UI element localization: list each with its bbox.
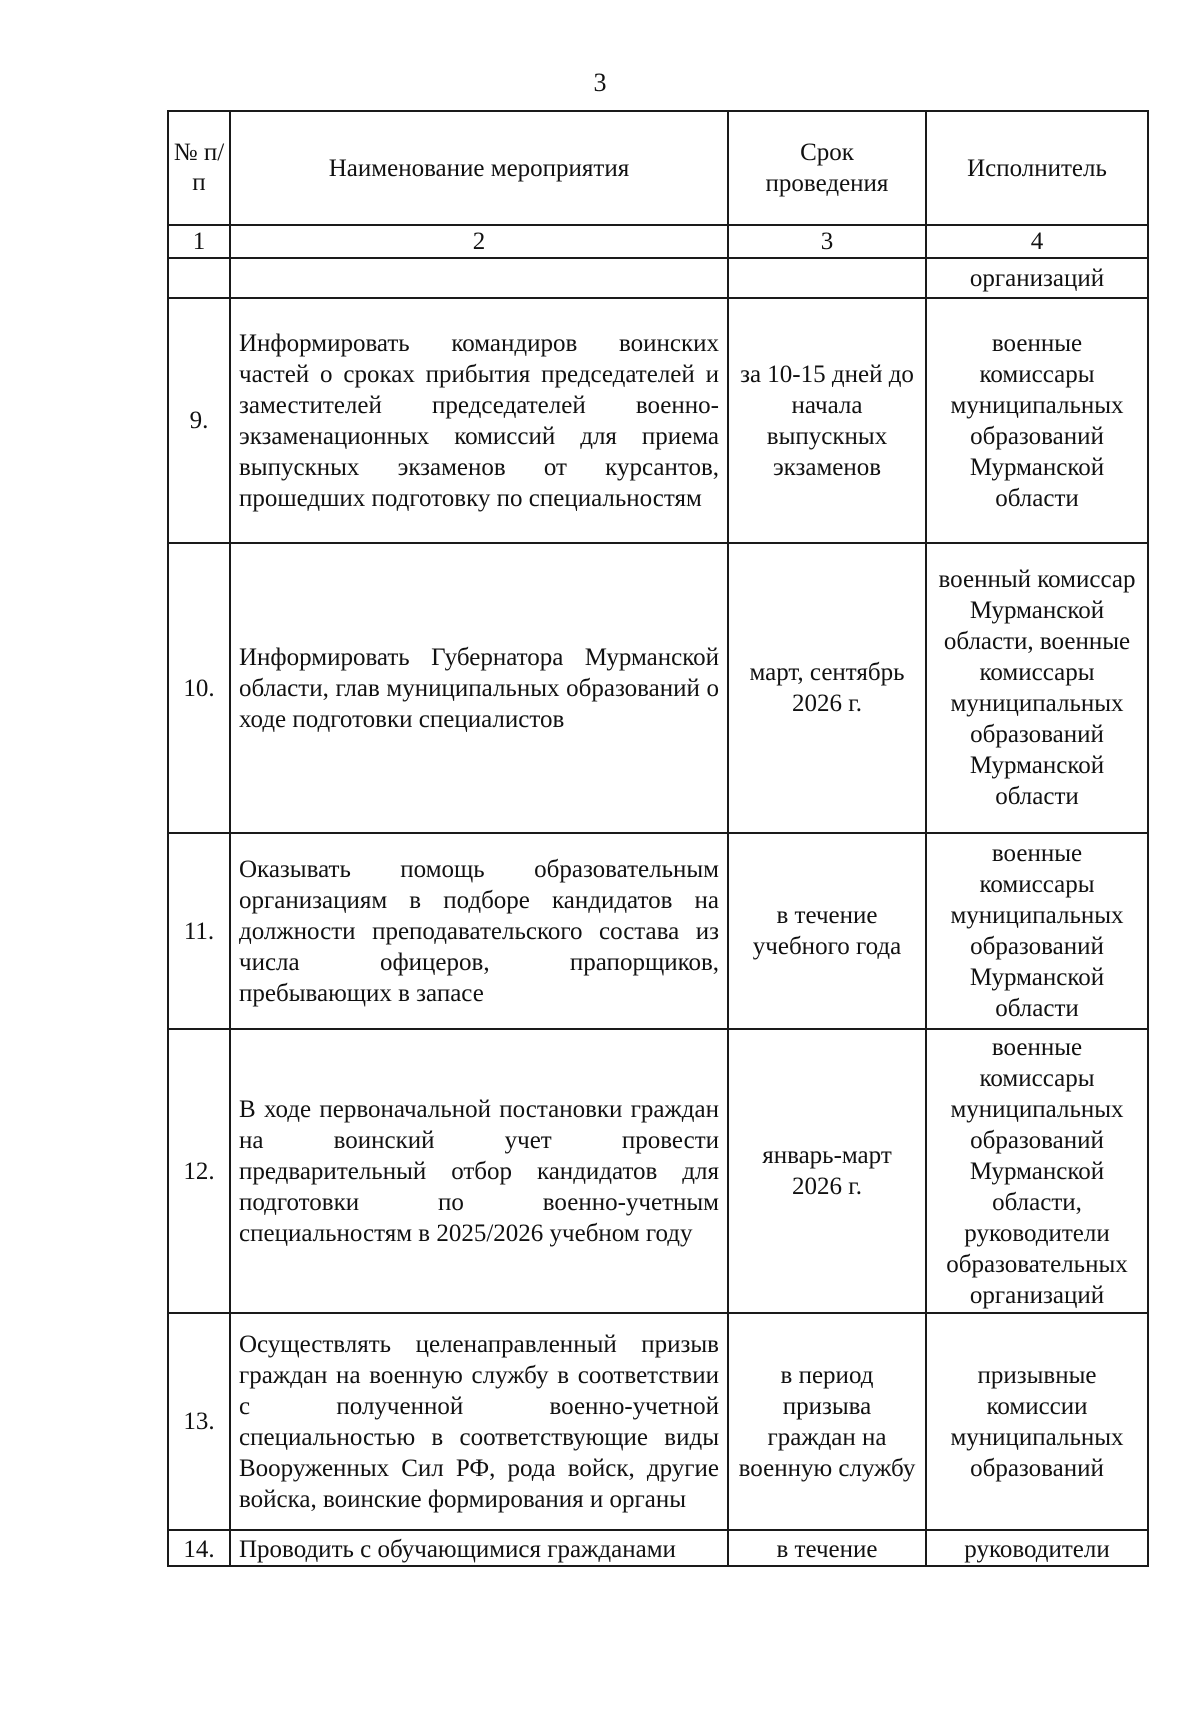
row-executor: военный комиссар Мурманской области, военные комиссары муниципальных образований Мурманской области <box>926 543 1148 833</box>
table-header-row <box>168 111 1148 225</box>
table-row <box>168 298 1148 543</box>
row-executor: руководители <box>926 1530 1148 1566</box>
row-number: 13. <box>168 1313 230 1530</box>
table-row <box>168 543 1148 833</box>
continuation-row <box>168 258 1148 298</box>
header-name: Наименование мероприятия <box>230 111 728 225</box>
row-number: 14. <box>168 1530 230 1566</box>
row-event-name: Информировать Губернатора Мурманской области, глав муниципальных образований о ходе подготовки специалистов <box>230 543 728 833</box>
row-term: в период призыва граждан на военную службу <box>728 1313 926 1530</box>
table-row <box>168 833 1148 1029</box>
header-number: № п/п <box>168 111 230 225</box>
column-index: 2 <box>230 225 728 258</box>
table-row <box>168 1029 1148 1313</box>
row-term: в течение учебного года <box>728 833 926 1029</box>
row-term: январь-март 2026 г. <box>728 1029 926 1313</box>
continuation-executor-cell: организаций <box>926 258 1148 298</box>
row-executor: военные комиссары муниципальных образований Мурманской области <box>926 833 1148 1029</box>
continuation-term-cell <box>728 258 926 298</box>
header-executor: Исполнитель <box>926 111 1148 225</box>
row-event-name: Осуществлять целенаправленный призыв граждан на военную службу в соответствии с полученной военно-учетной специальностью в соответствующие виды Вооруженных Сил РФ, рода войск, другие войска, воинские формирования и органы <box>230 1313 728 1530</box>
row-executor: военные комиссары муниципальных образований Мурманской области <box>926 298 1148 543</box>
continuation-num-cell <box>168 258 230 298</box>
row-term: за 10-15 дней до начала выпускных экзаменов <box>728 298 926 543</box>
row-executor: призывные комиссии муниципальных образований <box>926 1313 1148 1530</box>
row-number: 10. <box>168 543 230 833</box>
row-event-name: Проводить с обучающимися гражданами <box>230 1530 728 1566</box>
page-number: 3 <box>593 68 607 97</box>
row-event-name: В ходе первоначальной постановки граждан на воинский учет провести предварительный отбор кандидатов для подготовки по военно-учетным специальностям в 2025/2026 учебном году <box>230 1029 728 1313</box>
row-number: 9. <box>168 298 230 543</box>
row-event-name: Оказывать помощь образовательным организациям в подборе кандидатов на должности преподавательского состава из числа офицеров, прапорщиков, пребывающих в запасе <box>230 833 728 1029</box>
continuation-name-cell <box>230 258 728 298</box>
row-number: 12. <box>168 1029 230 1313</box>
column-index-row <box>168 225 1148 258</box>
row-number: 11. <box>168 833 230 1029</box>
column-index: 4 <box>926 225 1148 258</box>
row-term: в течение <box>728 1530 926 1566</box>
column-index: 1 <box>168 225 230 258</box>
row-executor: военные комиссары муниципальных образований Мурманской области, руководители образовательных организаций <box>926 1029 1148 1313</box>
events-table <box>167 110 1149 1567</box>
row-term: март, сентябрь 2026 г. <box>728 543 926 833</box>
column-index: 3 <box>728 225 926 258</box>
table-row <box>168 1313 1148 1530</box>
table-row <box>168 1530 1148 1566</box>
header-term: Срок проведения <box>728 111 926 225</box>
row-event-name: Информировать командиров воинских частей о сроках прибытия председателей и заместителей председателей военно-экзаменационных комиссий для приема выпускных экзаменов от курсантов, прошедших подготовку по специальностям <box>230 298 728 543</box>
